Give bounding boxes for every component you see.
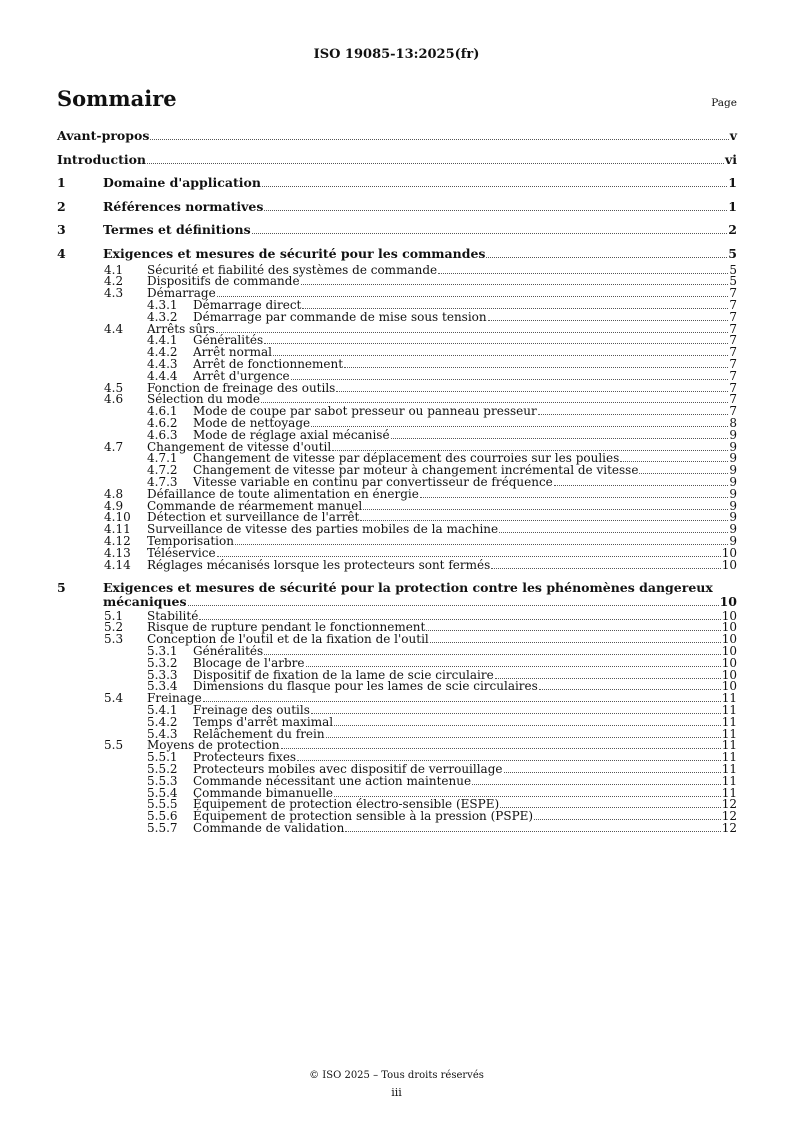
toc-entry-title: Avant-propos	[57, 128, 150, 143]
toc-leader-dots	[534, 811, 721, 820]
toc-entry-number: 5.5.1	[147, 750, 178, 765]
toc-entry-number: 4.6	[104, 392, 124, 407]
toc-leader-dots	[334, 788, 721, 797]
toc-leader-dots	[504, 764, 721, 773]
toc-leader-dots	[199, 611, 720, 620]
toc-entry-page: 12	[721, 820, 737, 835]
toc-leader-dots	[639, 465, 728, 474]
toc-entry[interactable]	[57, 488, 737, 500]
toc-entry-number: 4.7.2	[147, 463, 178, 478]
toc-entry-page: 10	[721, 643, 737, 658]
toc-leader-dots	[363, 501, 728, 510]
toc-entry-number: 5.4.2	[147, 714, 178, 729]
toc-entry-number: 4.3	[104, 286, 124, 301]
toc-entry[interactable]	[57, 311, 737, 323]
toc-entry-page: 9	[729, 427, 737, 442]
toc-entry-title: Changement de vitesse d'outil	[147, 439, 332, 454]
toc-leader-dots	[345, 823, 720, 832]
toc-entry-page: 9	[729, 486, 737, 501]
toc-entry-page: 11	[721, 761, 737, 776]
toc-entry-title: Équipement de protection électro-sensible (ESPE)	[193, 797, 500, 812]
toc-leader-dots	[334, 717, 721, 726]
toc-leader-dots	[302, 300, 728, 309]
toc-leader-dots	[301, 276, 729, 285]
toc-entry-number: 5.5.7	[147, 820, 178, 835]
toc-entry-number: 5.4.1	[147, 702, 178, 717]
toc-entry-number: 1	[57, 175, 66, 190]
toc-entry-title: Relâchement du frein	[193, 726, 325, 741]
toc-entry-title: Téléservice	[147, 545, 216, 560]
toc-leader-dots	[281, 740, 721, 749]
toc-entry-title: Arrêt de fonctionnement	[193, 356, 344, 371]
toc-entry[interactable]	[57, 716, 737, 728]
toc-entry-number: 4.14	[104, 557, 131, 572]
toc-entry-title: Conception de l'outil et de la fixation de l'outil	[147, 632, 429, 647]
toc-entry-number: 5.5.6	[147, 809, 178, 824]
toc-entry-title: Exigences et mesures de sécurité pour la protection contre les phénomènes dangereux	[103, 580, 713, 595]
page-column-label: Page	[711, 97, 737, 109]
toc-entry-number: 4.11	[104, 522, 131, 537]
toc-entry-page: 1	[728, 175, 737, 190]
toc-entry-page: 10	[721, 557, 737, 572]
toc-entry-page: 8	[729, 415, 737, 430]
toc-entry-number: 4.7	[104, 439, 124, 454]
toc-leader-dots	[420, 489, 729, 498]
toc-entry[interactable]	[57, 177, 737, 189]
toc-entry-number: 5.1	[104, 608, 124, 623]
toc-entry-number: 4.13	[104, 545, 131, 560]
footer-page-number: iii	[391, 1086, 402, 1099]
toc-entry-page: 5	[729, 262, 737, 277]
toc-leader-dots	[297, 752, 721, 761]
toc-entry-title: Blocage de l'arbre	[193, 655, 305, 670]
toc-entry-number: 4.7.3	[147, 474, 178, 489]
toc-entry-title: Démarrage direct	[193, 297, 302, 312]
page-title: Sommaire	[57, 86, 177, 111]
toc-entry-title: Changement de vitesse par déplacement des courroies sur les poulies	[193, 451, 620, 466]
toc-leader-dots	[188, 597, 719, 606]
toc-entry-number: 4.8	[104, 486, 124, 501]
toc-entry[interactable]	[57, 775, 737, 787]
toc-entry-title: Mode de coupe par sabot presseur ou panneau presseur	[193, 404, 537, 419]
toc-entry-title: Commande de réarmement manuel	[147, 498, 363, 513]
toc-leader-dots	[235, 536, 728, 545]
toc-entry-title: Protecteurs fixes	[193, 750, 297, 765]
toc-entry-title: Dispositifs de commande	[147, 274, 300, 289]
toc-entry-page: 10	[721, 667, 737, 682]
toc-entry-title: Démarrage par commande de mise sous tension	[193, 309, 487, 324]
toc-entry-page: 7	[729, 333, 737, 348]
toc-entry-page: 7	[729, 368, 737, 383]
toc-entry-page: 10	[721, 545, 737, 560]
toc-entry-number: 4.7.1	[147, 451, 178, 466]
toc-leader-dots	[326, 729, 721, 738]
toc-entry-page: 10	[721, 608, 737, 623]
toc-entry-page: 10	[719, 594, 737, 609]
toc-leader-dots	[311, 418, 728, 427]
toc-leader-dots	[217, 548, 721, 557]
toc-entry-title: Exigences et mesures de sécurité pour les commandes	[103, 245, 486, 261]
toc-entry-number: 4.4.1	[147, 333, 178, 348]
toc-entry[interactable]	[57, 198, 737, 214]
toc-entry-title: Dimensions du flasque pour les lames de scie circulaires	[193, 679, 538, 694]
toc-entry-number: 2	[57, 198, 66, 214]
toc-entry-page: v	[729, 128, 737, 143]
toc-entry-number: 3	[57, 222, 66, 237]
toc-leader-dots	[203, 693, 721, 702]
document-header: ISO 19085-13:2025(fr)	[313, 47, 480, 62]
toc-entry-title: Mode de nettoyage	[193, 415, 311, 430]
toc-leader-dots	[430, 634, 721, 643]
toc-entry-page: 9	[729, 522, 737, 537]
toc-entry[interactable]	[57, 657, 737, 669]
toc-entry[interactable]	[57, 151, 737, 167]
toc-entry-title: Sécurité et fiabilité des systèmes de commande	[147, 262, 438, 277]
toc-entry-title: Démarrage	[147, 286, 216, 301]
toc-entry-title: mécaniques	[103, 594, 187, 609]
toc-entry-page: 9	[729, 474, 737, 489]
toc-entry-page: 12	[721, 797, 737, 812]
toc-entry-number: 5.4	[104, 691, 124, 706]
toc-entry-title: Mode de réglage axial mécanisé	[193, 427, 390, 442]
toc-entry-number: 4.4.3	[147, 356, 178, 371]
toc-entry-title: Références normatives	[103, 198, 264, 214]
toc-entry-page: 9	[729, 439, 737, 454]
toc-leader-dots	[332, 442, 728, 451]
toc-leader-dots	[252, 225, 728, 234]
toc-entry-page: 7	[729, 380, 737, 395]
toc-entry-title: Protecteurs mobiles avec dispositif de verrouillage	[193, 761, 503, 776]
toc-entry-number: 4.9	[104, 498, 124, 513]
toc-entry-number: 5.3.4	[147, 679, 178, 694]
toc-leader-dots	[488, 312, 729, 321]
toc-entry-title: Généralités	[193, 333, 264, 348]
toc-entry[interactable]	[57, 370, 737, 382]
toc-entry-number: 5.4.3	[147, 726, 178, 741]
toc-leader-dots	[261, 394, 728, 403]
toc-entry-page: 5	[729, 274, 737, 289]
toc-entry-page: 7	[729, 297, 737, 312]
toc-entry-number: 4.3.1	[147, 297, 178, 312]
toc-entry-page: 7	[729, 356, 737, 371]
toc-entry-number: 4.12	[104, 533, 131, 548]
toc-leader-dots	[472, 776, 721, 785]
toc-leader-dots	[311, 705, 721, 714]
toc-entry-number: 4.3.2	[147, 309, 178, 324]
toc-leader-dots	[426, 622, 720, 631]
toc-entry[interactable]	[57, 429, 737, 441]
toc-entry-page: 5	[728, 245, 737, 261]
toc-entry-page: 11	[721, 691, 737, 706]
toc-entry-number: 5.3.3	[147, 667, 178, 682]
toc-entry-page: 1	[728, 198, 737, 214]
toc-entry-page: 7	[729, 404, 737, 419]
toc-entry-number: 4.1	[104, 262, 124, 277]
toc-entry-page: 10	[721, 632, 737, 647]
toc-entry-title: Changement de vitesse par moteur à changement incrémental de vitesse	[193, 463, 639, 478]
toc-entry-page: 10	[721, 620, 737, 635]
toc-entry-number: 5.5	[104, 738, 124, 753]
toc-entry-page: 11	[721, 702, 737, 717]
toc-entry-number: 5.5.5	[147, 797, 178, 812]
toc-entry-page: 9	[729, 533, 737, 548]
toc-entry-page: 12	[721, 809, 737, 824]
toc-entry-number: 4.6.3	[147, 427, 178, 442]
toc-entry-number: 4.6.2	[147, 415, 178, 430]
toc-entry-number: 4.2	[104, 274, 124, 289]
toc-leader-dots	[554, 477, 729, 486]
toc-entry-title: Freinage des outils	[193, 702, 310, 717]
toc-entry-number: 4.4	[104, 321, 124, 336]
toc-entry-page: 9	[729, 510, 737, 525]
toc-leader-dots	[495, 670, 721, 679]
toc-entry-number: 4.5	[104, 380, 124, 395]
toc-leader-dots	[264, 335, 728, 344]
toc-entry-number: 5.5.3	[147, 773, 178, 788]
title-row	[57, 86, 737, 111]
toc-entry-page: 10	[721, 655, 737, 670]
toc-entry-title: Fonction de freinage des outils	[147, 380, 336, 395]
toc-leader-dots	[486, 249, 727, 258]
toc-leader-dots	[438, 265, 728, 274]
toc-leader-dots	[150, 131, 728, 140]
toc-leader-dots	[539, 681, 721, 690]
toc-leader-dots	[217, 288, 729, 297]
toc-entry-title: Dispositif de fixation de la lame de scie circulaire	[193, 667, 494, 682]
toc-leader-dots	[291, 371, 729, 380]
toc-entry-title: Surveillance de vitesse des parties mobiles de la machine	[147, 522, 499, 537]
toc-entry-page: 9	[729, 451, 737, 466]
toc-leader-dots	[344, 359, 728, 368]
toc-entry-page: 11	[721, 750, 737, 765]
toc-entry-title: Sélection du mode	[147, 392, 261, 407]
toc-entry-page: 11	[721, 773, 737, 788]
toc-entry-number: 5.3.1	[147, 643, 178, 658]
toc-leader-dots	[147, 155, 724, 164]
toc-leader-dots	[264, 646, 721, 655]
toc-entry-page: vi	[724, 151, 737, 167]
toc-entry-number: 5.3.2	[147, 655, 178, 670]
toc-entry-title: Généralités	[193, 643, 264, 658]
toc-entry[interactable]	[57, 559, 737, 571]
toc-entry-title: Stabilité	[147, 608, 199, 623]
toc-leader-dots	[262, 178, 727, 187]
toc-entry-page: 7	[729, 392, 737, 407]
toc-entry-page: 7	[729, 309, 737, 324]
toc-entry-title: Arrêt d'urgence	[193, 368, 290, 383]
toc-leader-dots	[538, 406, 729, 415]
toc-entry[interactable]	[57, 822, 737, 834]
toc-entry-page: 11	[721, 714, 737, 729]
toc-leader-dots	[306, 658, 721, 667]
toc-entry-page: 7	[729, 286, 737, 301]
toc-entry-page: 10	[721, 679, 737, 694]
toc-entry[interactable]	[57, 130, 737, 142]
toc-entry-title: Commande nécessitant une action maintenue	[193, 773, 472, 788]
toc-entry-page: 9	[729, 463, 737, 478]
toc-entry[interactable]	[57, 245, 737, 261]
toc-leader-dots	[336, 383, 728, 392]
toc-entry-title: Temporisation	[147, 533, 234, 548]
footer-copyright: © ISO 2025 – Tous droits réservés	[309, 1070, 484, 1081]
toc-entry-title: Défaillance de toute alimentation en énergie	[147, 486, 419, 501]
toc-entry-number: 4.4.2	[147, 345, 178, 360]
toc-entry-number: 4.10	[104, 510, 131, 525]
toc-entry-title: Réglages mécanisés lorsque les protecteurs sont fermés	[147, 557, 491, 572]
toc-entry-number: 4	[57, 245, 66, 261]
toc-entry-title: Commande de validation	[193, 820, 345, 835]
toc-leader-dots	[391, 430, 729, 439]
toc-entry-page: 2	[728, 222, 737, 237]
toc-entry-page: 9	[729, 498, 737, 513]
toc-entry-title: Arrêt normal	[193, 345, 272, 360]
toc-entry-title: Arrêts sûrs	[147, 321, 215, 336]
toc-entry-number: 4.4.4	[147, 368, 178, 383]
toc-entry-title: Introduction	[57, 151, 147, 167]
toc-entry-title: Équipement de protection sensible à la pression (PSPE)	[193, 809, 534, 824]
toc-entry-title: Risque de rupture pendant le fonctionnement	[147, 620, 426, 635]
toc-entry-title: Moyens de protection	[147, 738, 280, 753]
toc-leader-dots	[273, 347, 728, 356]
toc-leader-dots	[360, 512, 728, 521]
toc-entry[interactable]	[57, 547, 737, 559]
toc-entry[interactable]	[57, 582, 737, 594]
toc-leader-dots	[491, 560, 720, 569]
toc-entry-title: Temps d'arrêt maximal	[193, 714, 334, 729]
toc-entry-title: Détection et surveillance de l'arrêt	[147, 510, 360, 525]
toc-entry-title: Domaine d'application	[103, 175, 261, 190]
toc-entry-number: 4.6.1	[147, 404, 178, 419]
toc-entry-page: 11	[721, 785, 737, 800]
toc-entry[interactable]	[57, 224, 737, 236]
toc-leader-dots	[620, 453, 728, 462]
toc-entry-title: Freinage	[147, 691, 202, 706]
toc-entry-title: Termes et définitions	[103, 222, 251, 237]
toc-leader-dots	[499, 524, 728, 533]
toc-entry-number: 5	[57, 580, 66, 595]
toc-entry-page: 11	[721, 738, 737, 753]
toc-leader-dots	[500, 799, 721, 808]
toc-entry-title: Vitesse variable en continu par convertisseur de fréquence	[193, 474, 553, 489]
toc-entry-page: 7	[729, 321, 737, 336]
toc-entry-number: 5.2	[104, 620, 124, 635]
toc-entry-page: 11	[721, 726, 737, 741]
toc-entry-number: 5.3	[104, 632, 124, 647]
toc-entry-number: 5.5.4	[147, 785, 178, 800]
toc-entry-title: Commande bimanuelle	[193, 785, 334, 800]
toc-entry-number: 5.5.2	[147, 761, 178, 776]
toc-leader-dots	[264, 202, 727, 211]
toc-entry-continuation[interactable]	[57, 596, 737, 608]
toc-leader-dots	[216, 324, 729, 333]
toc-entry-page: 7	[729, 345, 737, 360]
